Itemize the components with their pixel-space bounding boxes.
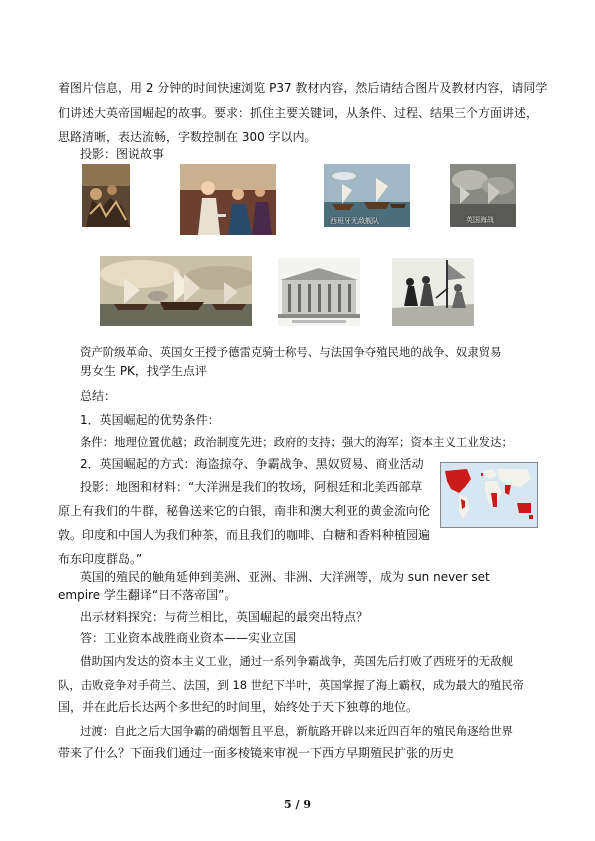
text-line-14: 布东印度群岛。” xyxy=(58,552,143,566)
sea-battle-graphic xyxy=(100,256,252,326)
text-line-19: 借助国内发达的资本主义工业，通过一系列争霸战争，英国先后打败了西班牙的无敌舰 xyxy=(80,654,513,668)
revolution-painting-graphic xyxy=(82,164,130,227)
revolution-painting xyxy=(82,164,130,227)
text-line-4: 投影：图说故事 xyxy=(80,147,165,161)
text-line-9: 条件：地理位置优越；政治制度先进；政府的支持；强大的海军；资本主义工业发达； xyxy=(80,435,513,449)
text-line-2: 们讲述大英帝国崛起的故事。要求：抓住主要关键词，从条件、过程、结果三个方面讲述， xyxy=(58,106,539,120)
slave-trade-engraving xyxy=(392,258,474,326)
text-line-8: 1．英国崛起的优势条件： xyxy=(80,413,220,427)
sea-battle-painting xyxy=(100,256,252,326)
knighting-drake-graphic xyxy=(180,164,276,235)
british-empire-world-map xyxy=(440,462,538,528)
knighting-drake-painting xyxy=(180,164,276,235)
text-line-5: 资产阶级革命、英国女王授予德雷克骑士称号、与法国争夺殖民地的战争、奴隶贸易 xyxy=(80,345,502,359)
stock-exchange-graphic xyxy=(278,258,360,326)
text-line-10: 2．英国崛起的方式：海盗掠夺、争霸战争、黑奴贸易、商业活动 xyxy=(80,457,424,471)
text-line-7: 总结： xyxy=(80,389,117,403)
text-line-22: 过渡：自此之后大国争霸的硝烟暂且平息，新航路开辟以来近四百年的殖民角逐给世界 xyxy=(80,724,513,738)
stock-exchange-engraving xyxy=(278,258,360,326)
text-line-23: 带来了什么？下面我们通过一面多棱镜来审视一下西方早期殖民扩张的历史 xyxy=(58,746,455,760)
text-line-20: 队，击败竞争对手荷兰、法国，到 18 世纪下半叶，英国掌握了海上霸权，成为最大的殖民帝 xyxy=(58,678,524,692)
text-line-12: 原上有我们的牛群，秘鲁送来它的白银，南非和澳大利亚的黄金流向伦 xyxy=(58,504,431,518)
world-map-graphic xyxy=(441,463,537,527)
text-line-11: 投影：地图和材料：“大洋洲是我们的牧场，阿根廷和北美西部草 xyxy=(80,480,423,494)
text-line-13: 敦。印度和中国人为我们种茶，而且我们的咖啡、白糖和香料种植园遍 xyxy=(58,528,431,542)
text-line-3: 思路清晰，表达流畅，字数控制在 300 字以内。 xyxy=(58,130,317,144)
text-line-18: 答：工业资本战胜商业资本——实业立国 xyxy=(80,631,297,645)
armada-caption: 西班牙无敌舰队 xyxy=(330,217,379,225)
text-line-6: 男女生 PK，找学生点评 xyxy=(80,364,207,378)
naval-battle-fog-painting xyxy=(450,164,516,227)
text-line-21: 国，并在此后长达两个多世纪的时间里，始终处于天下独尊的地位。 xyxy=(58,700,419,714)
text-line-16: empire 学生翻译“日不落帝国”。 xyxy=(58,588,237,602)
text-line-17: 出示材料探究：与荷兰相比，英国崛起的最突出特点？ xyxy=(80,610,369,624)
slave-trade-graphic xyxy=(392,258,474,326)
fog-caption: 英国海战 xyxy=(466,216,494,224)
spanish-armada-painting xyxy=(324,164,410,227)
page-number: 5 / 9 xyxy=(284,798,311,811)
text-line-15: 英国的殖民的触角延伸到美洲、亚洲、非洲、大洋洲等，成为 sun never set xyxy=(80,570,490,584)
text-line-1: 着图片信息，用 2 分钟的时间快速浏览 P37 教材内容，然后请结合图片及教材内容，请同学 xyxy=(58,81,548,95)
